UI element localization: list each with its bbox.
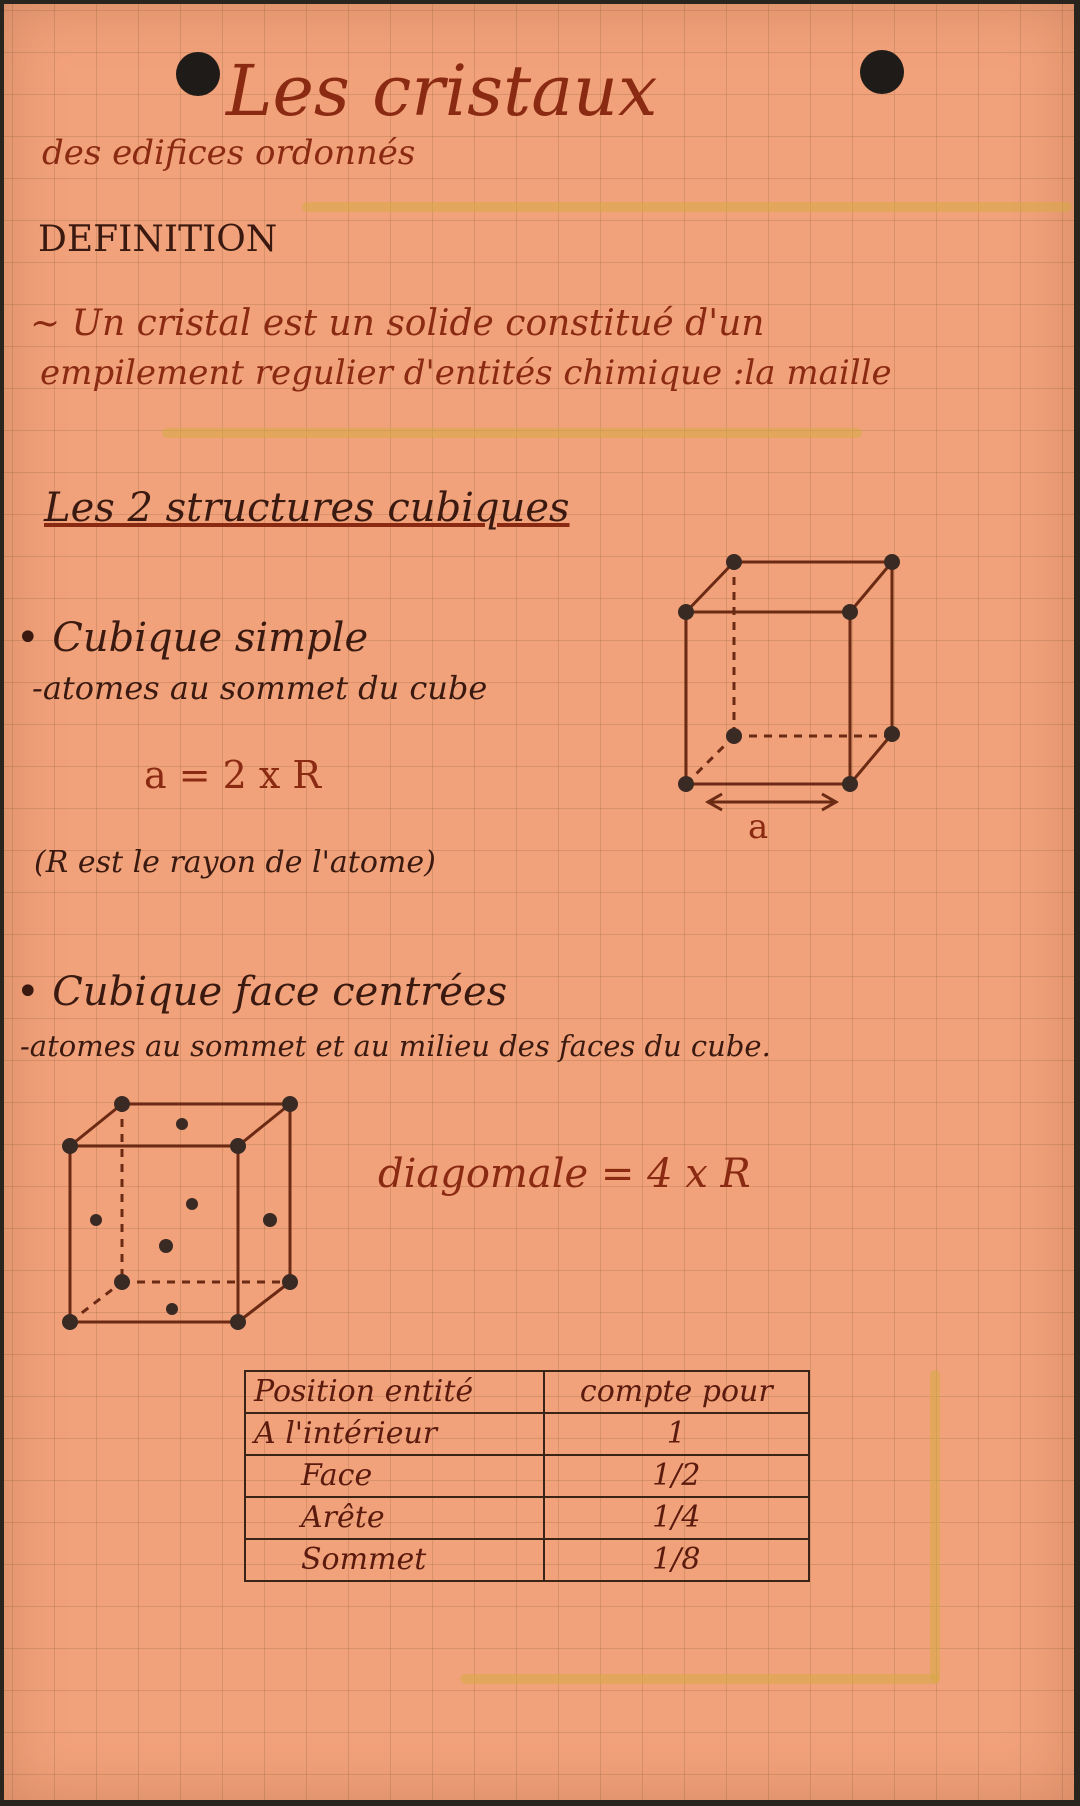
fcc-description: -atomes au sommet et au milieu des faces du cube. — [20, 1029, 771, 1063]
table-cell: 1/4 — [544, 1497, 809, 1539]
table-header-cell: Position entité — [245, 1371, 544, 1413]
punch-hole-left — [176, 52, 220, 96]
highlight-underline — [162, 428, 862, 438]
table-header-row — [245, 1371, 809, 1413]
punch-hole-right — [860, 50, 904, 94]
highlight-underline — [302, 202, 1072, 212]
table-header-cell: compte pour — [544, 1371, 809, 1413]
section-heading: Les 2 structures cubiques — [44, 485, 570, 531]
fcc-formula: diagomale = 4 x R — [378, 1151, 751, 1197]
table-cell: A l'intérieur — [245, 1413, 544, 1455]
definition-line-1: ~ Un cristal est un solide constitué d'un — [30, 303, 765, 344]
definition-heading: DEFINITION — [38, 219, 278, 260]
simple-cubic-diagram — [664, 544, 924, 847]
table-cell: 1 — [544, 1413, 809, 1455]
table-row — [245, 1413, 809, 1455]
table-row — [245, 1497, 809, 1539]
position-table — [244, 1370, 810, 1582]
table-cell: 1/8 — [544, 1539, 809, 1581]
fcc-title: • Cubique face centrées — [16, 969, 508, 1015]
highlight-bracket — [460, 1674, 940, 1684]
highlight-bracket — [930, 1370, 940, 1682]
page-title: Les cristaux — [226, 50, 658, 132]
simple-cubic-description: -atomes au sommet du cube — [32, 669, 488, 707]
note-card — [4, 4, 1074, 1800]
simple-cubic-note: (R est le rayon de l'atome) — [34, 845, 436, 880]
table-cell: Face — [245, 1455, 544, 1497]
table-cell: Sommet — [245, 1539, 544, 1581]
table-cell: 1/2 — [544, 1455, 809, 1497]
fcc-diagram — [60, 1094, 310, 1344]
edge-label: a — [748, 807, 769, 847]
definition-line-2: empilement regulier d'entités chimique :la maille — [40, 353, 892, 393]
simple-cubic-title: • Cubique simple — [16, 615, 369, 661]
subtitle: des edifices ordonnés — [42, 133, 416, 173]
table-row — [245, 1539, 809, 1581]
table-row — [245, 1455, 809, 1497]
table-cell: Arête — [245, 1497, 544, 1539]
simple-cubic-formula: a = 2 x R — [144, 753, 322, 797]
